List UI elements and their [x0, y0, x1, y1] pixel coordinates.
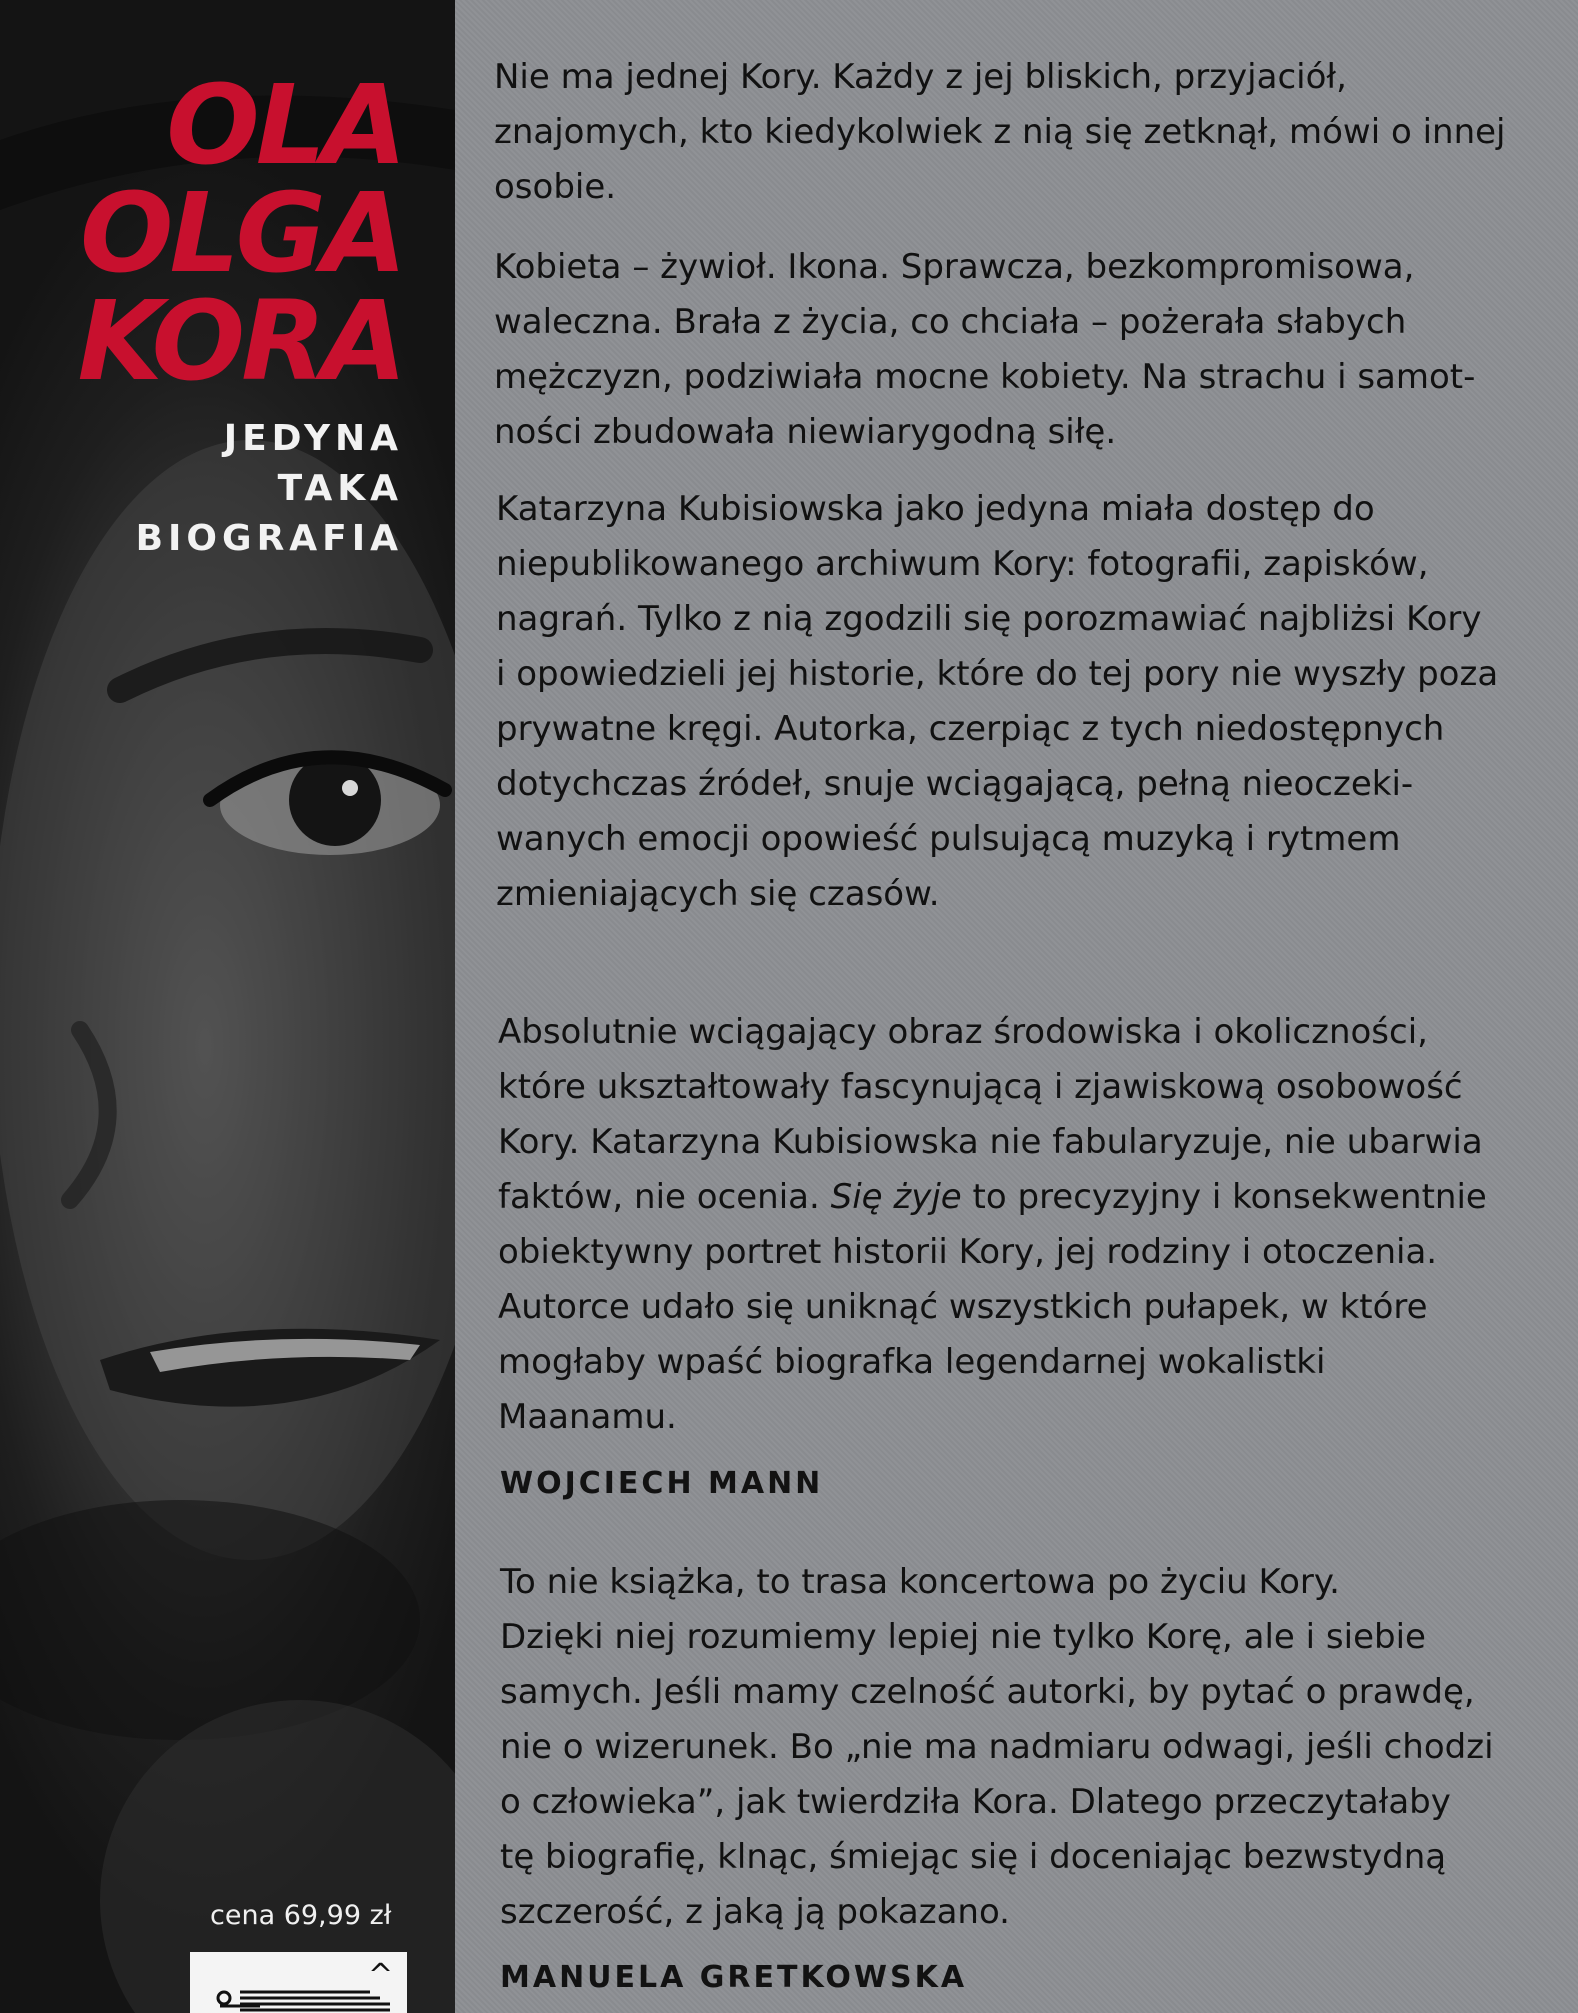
blurb-p2-line: Kobieta – żywioł. Ikona. Sprawcza, bezkompromisowa, [494, 247, 1415, 287]
book-title [77, 61, 403, 405]
chin-shadow [0, 1500, 420, 1740]
title-line-ola: OLA [166, 61, 403, 189]
quote-mann-line: Absolutnie wciągający obraz środowiska i okoliczności, [498, 1012, 1428, 1052]
quote-gretkowska-line: nie o wizerunek. Bo „nie ma nadmiaru odwagi, jeśli chodzi [500, 1727, 1494, 1767]
barcode-icon [190, 1962, 407, 2013]
quote-mann-line [498, 1170, 1558, 1225]
title-line-kora: KORA [77, 277, 403, 405]
quote-mann-line4-start: faktów, nie ocenia. [498, 1177, 831, 1217]
blurb-p1-line: Nie ma jednej Kory. Każdy z jej bliskich, przyjaciół, [494, 57, 1347, 97]
blurb-p3-line: zmieniających się czasów. [496, 874, 940, 914]
blurb-p3-line: dotychczas źródeł, snuje wciągającą, pełną nieoczeki- [496, 764, 1414, 804]
quote-mann-line: obiektywny portret historii Kory, jej rodziny i otoczenia. [498, 1232, 1438, 1272]
barcode-box [190, 1952, 407, 2013]
subtitle-line-3: BIOGRAFIA [135, 518, 403, 559]
quote-mann-line: Maanamu. [498, 1397, 677, 1437]
blurb-p3-line: nagrań. Tylko z nią zgodzili się porozmawiać najbliżsi Kory [496, 599, 1482, 639]
quote-gretkowska [500, 1555, 1560, 1940]
quote-mann-line: Kory. Katarzyna Kubisiowska nie fabularyzuje, nie ubarwia [498, 1122, 1483, 1162]
book-title-italic: Się żyje [830, 1177, 962, 1217]
quote-mann-line4-end: to precyzyjny i konsekwentnie [961, 1177, 1487, 1217]
quote-gretkowska-line: To nie książka, to trasa koncertowa po życiu Kory. [500, 1562, 1340, 1602]
blurb-paragraph-2 [494, 240, 1554, 460]
blurb-paragraph-1 [494, 50, 1554, 215]
quote-mann-line: które ukształtowały fascynującą i zjawiskową osobowość [498, 1067, 1463, 1107]
blurb-p3-line: Katarzyna Kubisiowska jako jedyna miała dostęp do [496, 489, 1375, 529]
blurb-p2-line: waleczna. Brała z życia, co chciała – pożerała słabych [494, 302, 1407, 342]
quote-gretkowska-line: szczerość, z jaką ją pokazano. [500, 1892, 1010, 1932]
quote-gretkowska-line: samych. Jeśli mamy czelność autorki, by pytać o prawdę, [500, 1672, 1475, 1712]
subtitle-line-1: JEDYNA [223, 418, 403, 459]
blurb-p3-line: i opowiedzieli jej historie, które do tej pory nie wyszły poza [496, 654, 1499, 694]
blurb-paragraph-3 [496, 482, 1556, 922]
quote-mann-line: mogłaby wpaść biografka legendarnej wokalistki [498, 1342, 1326, 1382]
barcode-arrow: ^ [368, 1958, 394, 1993]
blurb-p3-line: prywatne kręgi. Autorka, czerpiąc z tych niedostępnych [496, 709, 1445, 749]
subtitle-line-2: TAKA [277, 468, 403, 509]
blurb-p3-line: niepublikowanego archiwum Kory: fotografii, zapisków, [496, 544, 1429, 584]
blurb-p1-line: znajomych, kto kiedykolwiek z nią się zetknął, mówi o innej [494, 112, 1506, 152]
blurb-p3-line: wanych emocji opowieść pulsującą muzyką i rytmem [496, 819, 1401, 859]
quote-gretkowska-line: Dzięki niej rozumiemy lepiej nie tylko Korę, ale i siebie [500, 1617, 1426, 1657]
quote-gretkowska-line: tę biografię, klnąc, śmiejąc się i doceniając bezwstydną [500, 1837, 1447, 1877]
quote-mann [498, 1005, 1558, 1445]
quote-mann-line: Autorce udało się uniknąć wszystkich pułapek, w które [498, 1287, 1428, 1327]
quote-gretkowska-line: o człowieka”, jak twierdziła Kora. Dlatego przeczytałaby [500, 1782, 1451, 1822]
blurb-p1-line: osobie. [494, 167, 617, 207]
blurb-p2-line: ności zbudowała niewiarygodną siłę. [494, 412, 1117, 452]
price-label: cena 69,99 zł [210, 1900, 392, 1931]
cover-photo-panel [0, 0, 455, 2013]
blurb-p2-line: mężczyzn, podziwiała mocne kobiety. Na strachu i samot- [494, 357, 1476, 397]
title-line-olga: OLGA [79, 169, 403, 297]
eye-glint [342, 780, 358, 796]
book-subtitle [136, 414, 403, 564]
quote-gretkowska-author: MANUELA GRETKOWSKA [500, 1960, 968, 1995]
quote-mann-author: WOJCIECH MANN [500, 1466, 824, 1501]
